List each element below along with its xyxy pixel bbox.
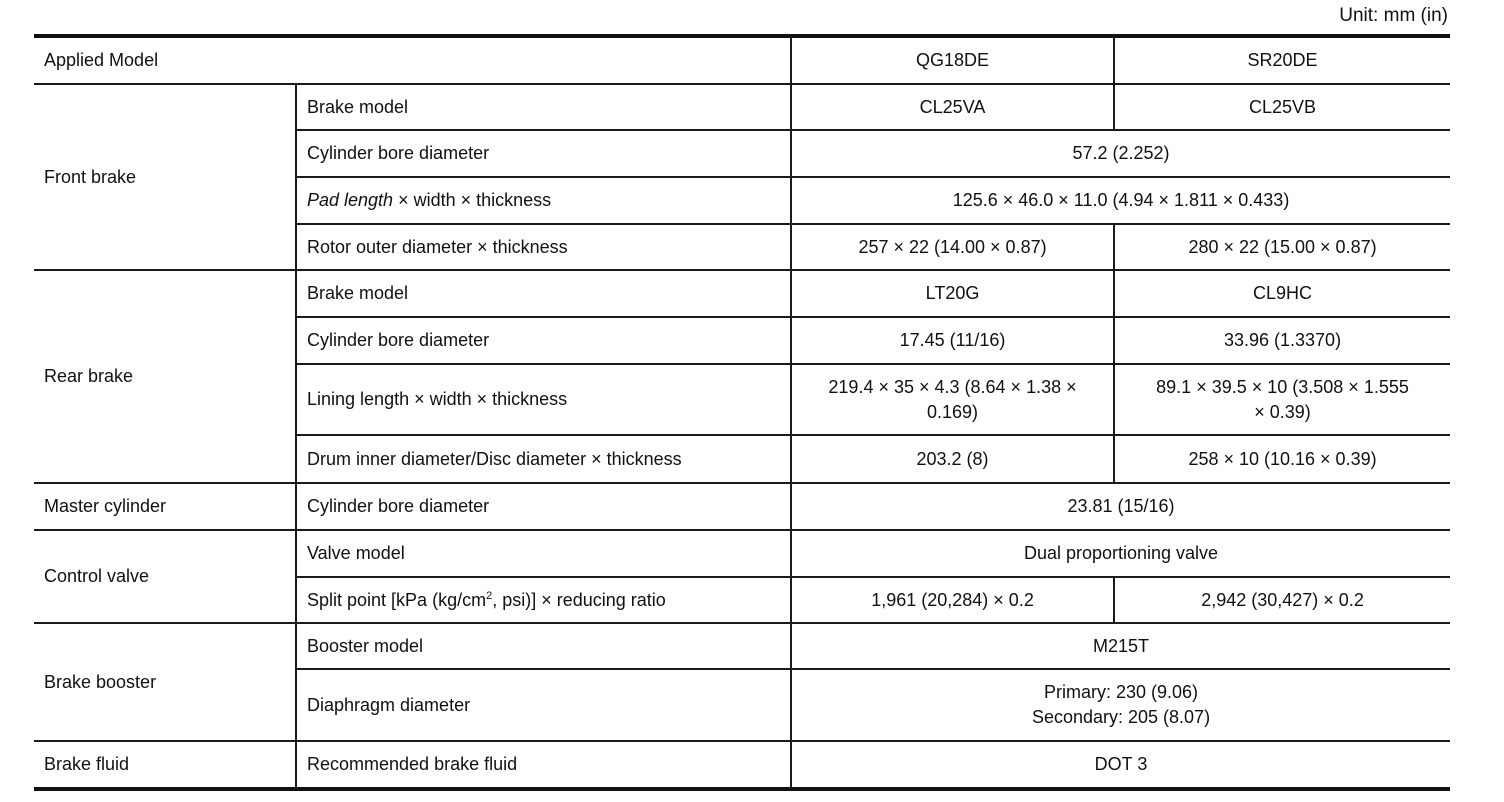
split-label-pre: Split point [kPa (kg/cm [307,589,487,610]
value-cell [791,669,1450,741]
value-line: 0.169) [926,401,979,422]
param-label: Cylinder bore diameter [296,130,791,177]
value-cell: CL9HC [1114,270,1450,317]
param-label: Brake model [296,84,791,130]
value-cell: 17.45 (11/16) [791,317,1114,364]
value-cell: LT20G [791,270,1114,317]
table-row [34,270,1450,317]
value-line: × 0.39) [1254,401,1311,422]
brake-spec-table [34,34,1450,791]
value-cell: Dual proportioning valve [791,530,1450,577]
param-label: Diaphragm diameter [296,669,791,741]
value-line: Secondary: 205 (8.07) [1031,707,1211,727]
value-line: 219.4 × 35 × 4.3 (8.64 × 1.38 × [828,376,1077,397]
value-cell: 2,942 (30,427) × 0.2 [1114,577,1450,623]
value-cell: 23.81 (15/16) [791,483,1450,530]
header-row [34,36,1450,84]
param-label [296,577,791,623]
split-label-post: , psi)] × reducing ratio [492,589,666,610]
table-row [34,623,1450,669]
value-line: Primary: 230 (9.06) [1043,682,1199,702]
param-label [296,177,791,224]
brake-booster-group: Brake booster [34,623,296,741]
split-label-sup: 2 [486,589,493,602]
param-label: Valve model [296,530,791,577]
master-cylinder-group: Master cylinder [34,483,296,530]
value-cell: 1,961 (20,284) × 0.2 [791,577,1114,623]
value-cell: 33.96 (1.3370) [1114,317,1450,364]
unit-label: Unit: mm (in) [1339,5,1448,26]
value-cell: M215T [791,623,1450,669]
value-cell: 257 × 22 (14.00 × 0.87) [791,224,1114,270]
param-label: Lining length × width × thickness [296,364,791,435]
applied-model-label: Applied Model [34,36,791,84]
table-row [34,483,1450,530]
value-line: 89.1 × 39.5 × 10 (3.508 × 1.555 [1156,376,1409,397]
model-2-header: SR20DE [1114,36,1450,84]
value-cell: 125.6 × 46.0 × 11.0 (4.94 × 1.811 × 0.433) [791,177,1450,224]
control-valve-group: Control valve [34,530,296,623]
value-cell: 280 × 22 (15.00 × 0.87) [1114,224,1450,270]
value-cell: CL25VA [791,84,1114,130]
model-1-header: QG18DE [791,36,1114,84]
param-label: Recommended brake fluid [296,741,791,789]
param-label: Drum inner diameter/Disc diameter × thickness [296,435,791,483]
front-brake-group: Front brake [34,84,296,270]
table-row [34,741,1450,789]
pad-dims-label: × width × thickness [393,190,552,210]
table-row [34,530,1450,577]
pad-length-label: Pad length [307,190,394,210]
param-label: Cylinder bore diameter [296,317,791,364]
value-cell [791,364,1114,435]
value-cell [1114,364,1450,435]
brake-fluid-group: Brake fluid [34,741,296,789]
value-cell: 258 × 10 (10.16 × 0.39) [1114,435,1450,483]
value-cell: 203.2 (8) [791,435,1114,483]
table-row [34,84,1450,130]
param-label: Booster model [296,623,791,669]
param-label: Cylinder bore diameter [296,483,791,530]
value-cell: CL25VB [1114,84,1450,130]
param-label: Brake model [296,270,791,317]
rear-brake-group: Rear brake [34,270,296,483]
param-label: Rotor outer diameter × thickness [296,224,791,270]
value-cell: 57.2 (2.252) [791,130,1450,177]
value-cell: DOT 3 [791,741,1450,789]
